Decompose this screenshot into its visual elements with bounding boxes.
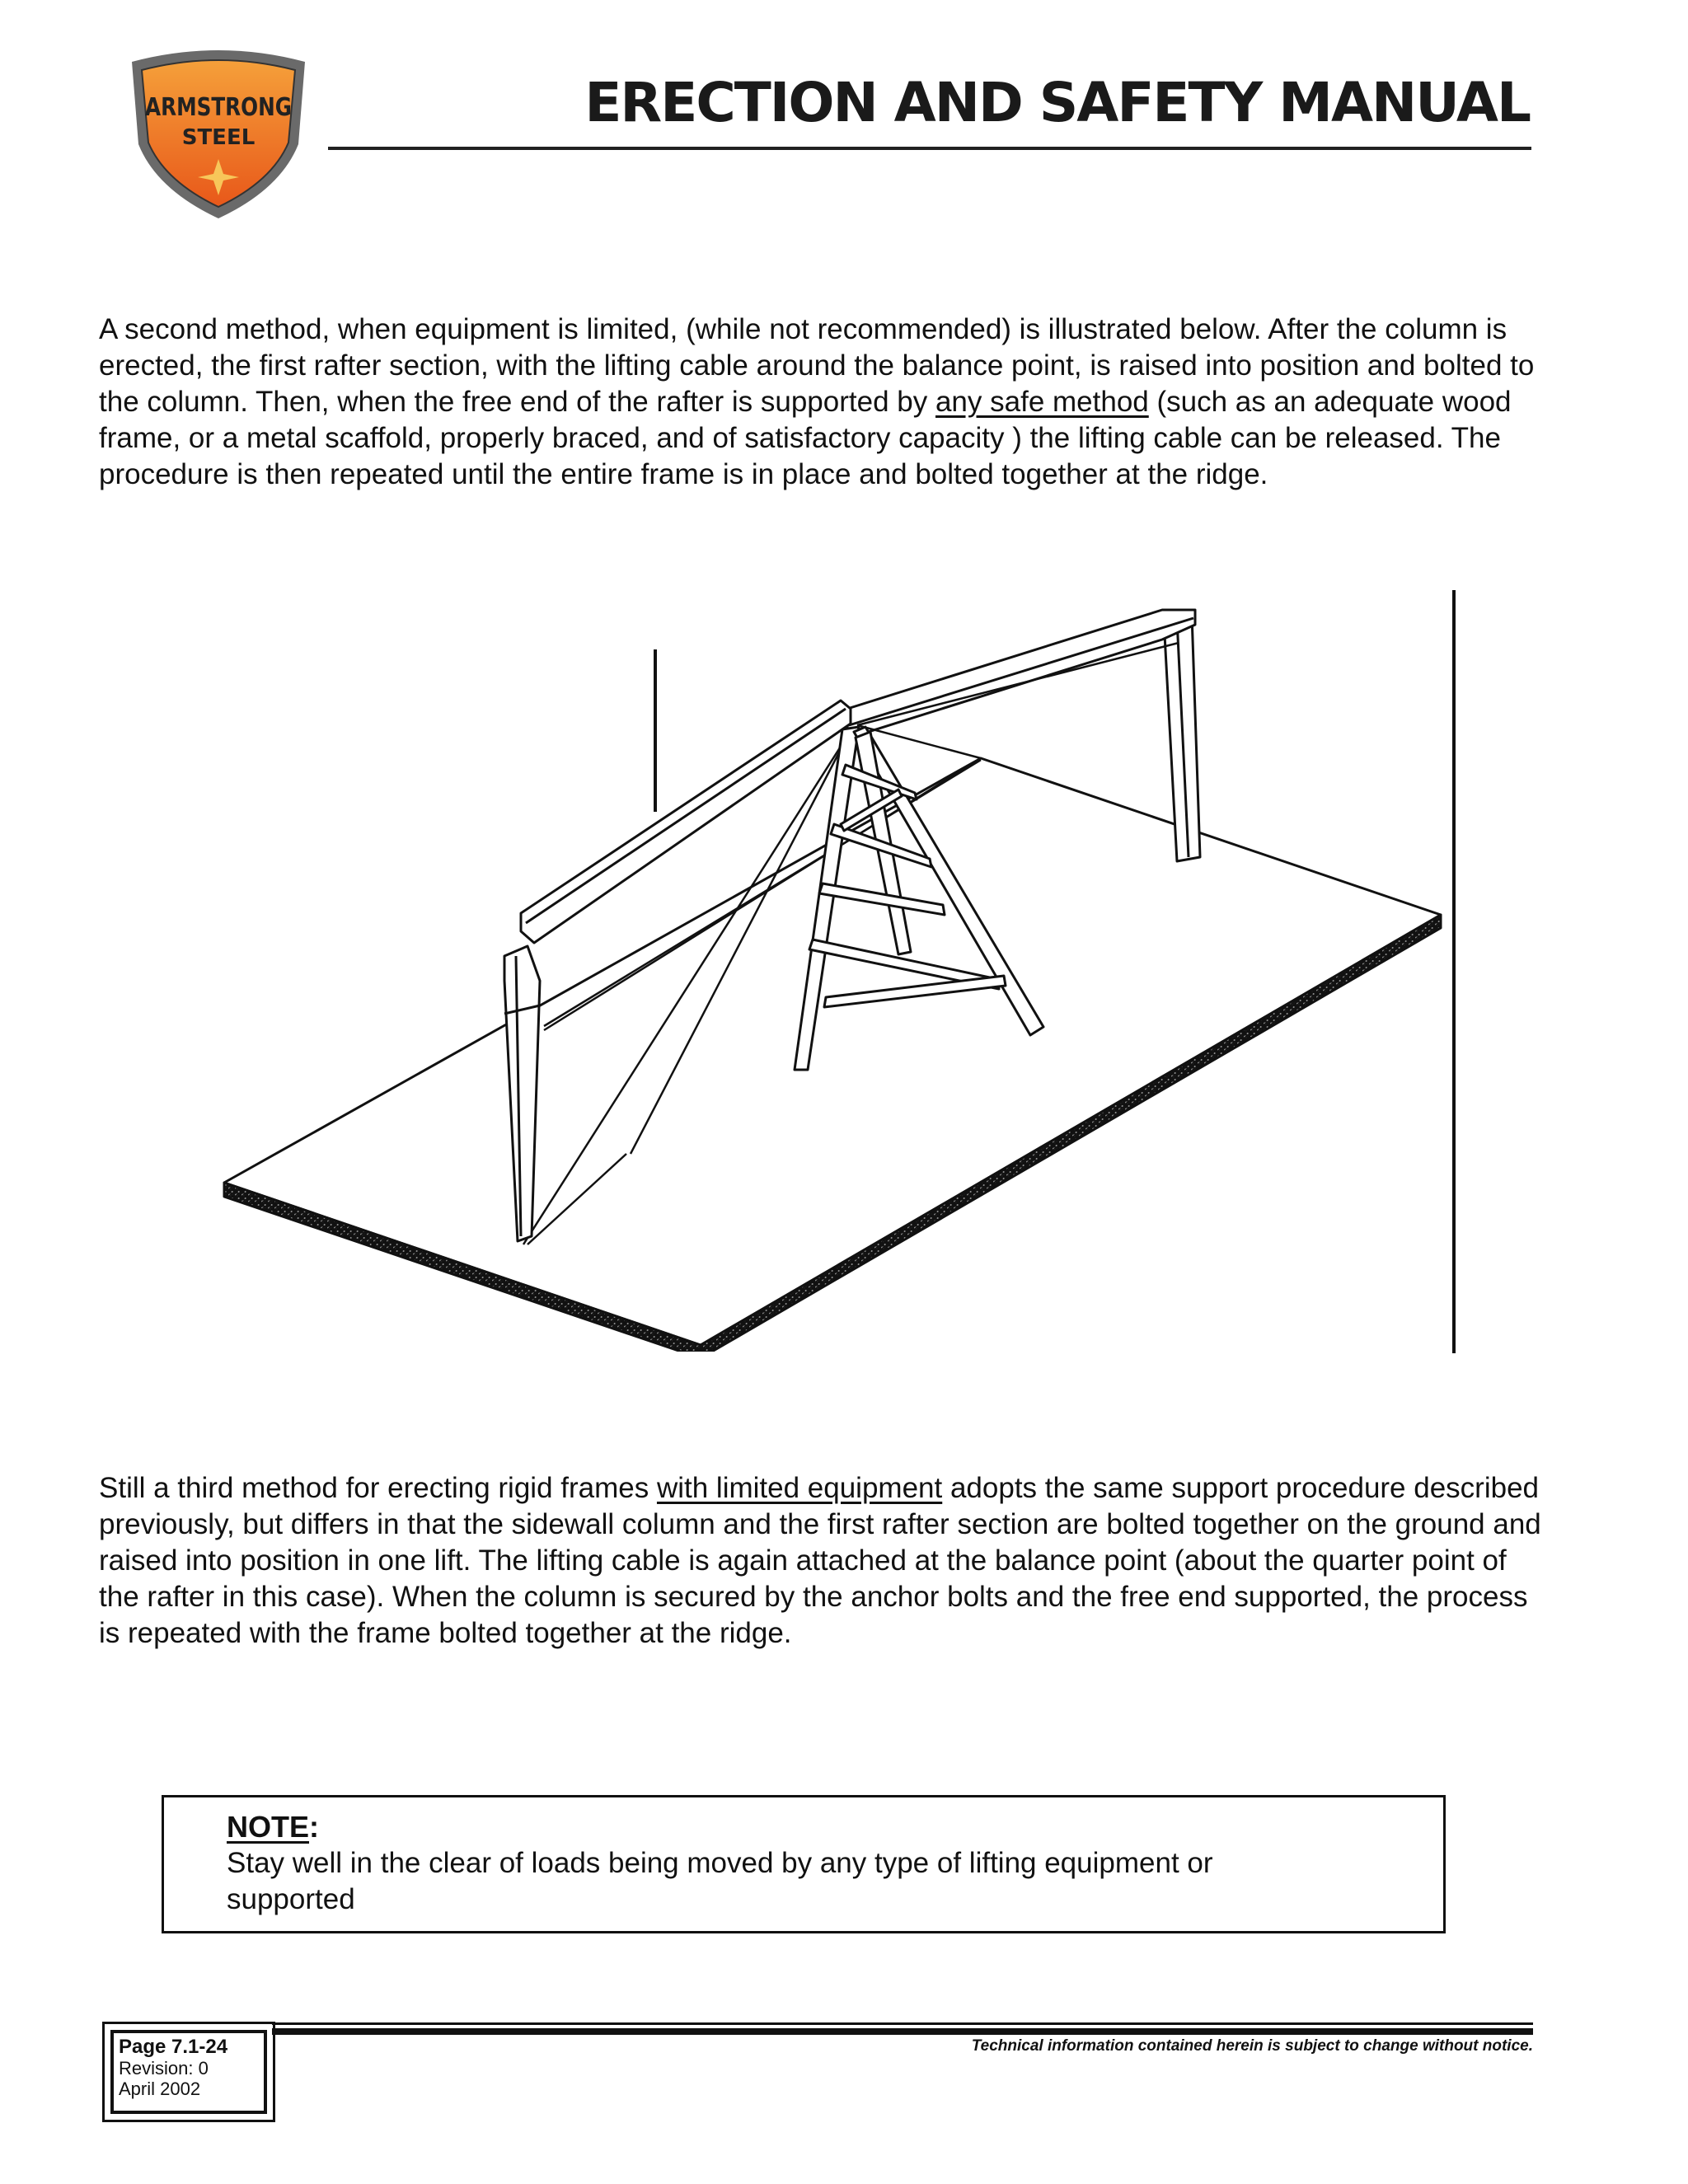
- safety-note-box: [162, 1795, 1446, 1933]
- logo-text-armstrong: ARMSTRONG: [145, 93, 292, 122]
- footer-divider-thick: [272, 2028, 1533, 2035]
- note-label-text: NOTE: [227, 1810, 310, 1844]
- paragraph-text: (such as an adequate wood frame, or a metal scaffold, properly braced, and of satisfactory capacity ) the lifting cable can be released. The procedure is then repeated until the entire frame is in place and bolted together at the ridge.: [99, 386, 1512, 490]
- underlined-phrase-limited-equipment: with limited equipment: [656, 1472, 943, 1504]
- page-info-box: [102, 2022, 275, 2122]
- underlined-phrase-any-safe-method: any safe method: [935, 386, 1149, 418]
- note-text: Stay well in the clear of loads being moved by any type of lifting equipment or supported: [227, 1847, 1213, 1915]
- footer-divider-thin: [272, 2022, 1533, 2025]
- footer-disclaimer: Technical information contained herein is subject to change without notice.: [971, 2037, 1533, 2055]
- revision-label: Revision: 0: [119, 2058, 209, 2079]
- note-label-colon: :: [309, 1810, 320, 1844]
- rigid-frame-erection-illustration: [214, 577, 1467, 1352]
- revision-date: April 2002: [119, 2079, 201, 2099]
- page-info-inner: [110, 2030, 267, 2114]
- paragraph-second-method: [99, 312, 1550, 493]
- logo-text-steel: STEEL: [181, 125, 256, 150]
- document-title: ERECTION AND SAFETY MANUAL: [584, 71, 1530, 134]
- note-label: [227, 1809, 319, 1845]
- page-number: Page 7.1-24: [119, 2036, 228, 2058]
- paragraph-text: Still a third method for erecting rigid frames: [99, 1472, 657, 1504]
- far-rafter: [847, 610, 1195, 738]
- figure-side-rule: [1452, 590, 1456, 1353]
- paragraph-text: A second method, when equipment is limited, (while not recommended) is illustrated below. After the column is erected, the first rafter section, with the lifting cable around the balance point, is raised into position and bolted to the column. Then, when the free end of the rafter is supported by: [99, 313, 1535, 418]
- paragraph-text: adopts the same support procedure described previously, but differs in that the sidewall column and the first rafter section are bolted together on the ground and raised into position in one lift. The lifting cable is again attached at the balance point (about the quarter point of the rafter in this case). When the column is secured by the anchor bolts and the free end supported, the process is repeated with the frame bolted together at the ridge.: [99, 1472, 1541, 1649]
- armstrong-steel-logo: [124, 45, 313, 223]
- paragraph-third-method: [99, 1470, 1550, 1652]
- title-divider: [328, 147, 1531, 150]
